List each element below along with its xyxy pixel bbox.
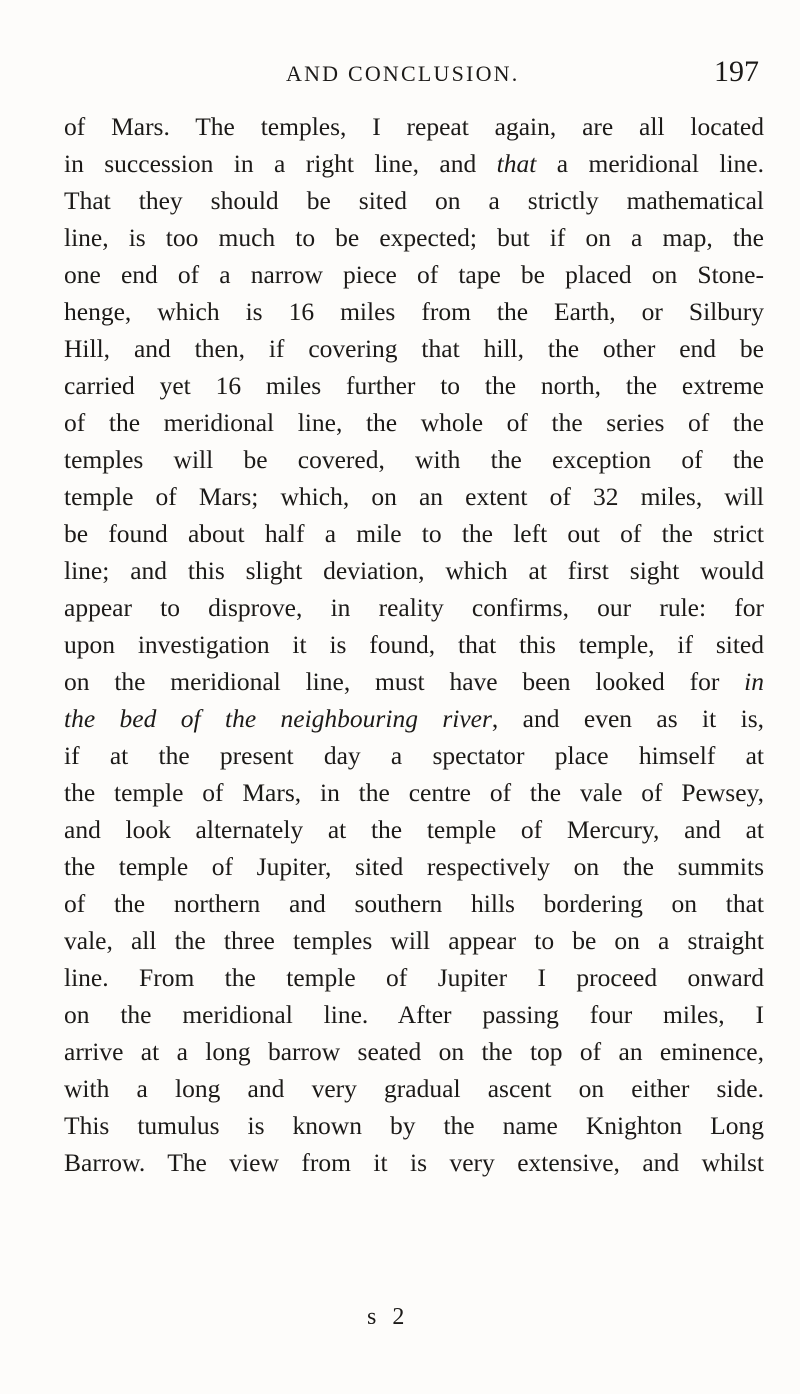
text-line [64,182,764,219]
text-line [64,108,764,145]
text-run: line, is too much to be expected; but if on a map, the [64,223,764,252]
text-line [64,515,764,552]
text-line [64,1033,764,1070]
text-line [64,330,764,367]
text-run: with a long and very gradual ascent on either side. [64,1074,764,1103]
text-run: line; and this slight deviation, which at first sight would [64,556,764,585]
running-header [0,55,800,95]
text-line [64,1107,764,1144]
text-run: on the meridional line. After passing four miles, I [64,1000,764,1029]
text-run: a meridional line. [536,149,764,178]
text-run: Hill, and then, if covering that hill, the other end be [64,334,764,363]
text-line [64,1070,764,1107]
text-line [64,219,764,256]
page-number: 197 [714,55,759,88]
text-line [64,922,764,959]
text-run: line. From the temple of Jupiter I proceed onward [64,963,764,992]
text-line [64,885,764,922]
text-run: carried yet 16 miles further to the north, the extreme [64,371,764,400]
text-run: arrive at a long barrow seated on the top of an eminence, [64,1037,764,1066]
text-line [64,404,764,441]
text-line [64,589,764,626]
text-run: temple of Mars; which, on an extent of 32 miles, will [64,482,764,511]
running-title: AND CONCLUSION. [286,61,520,86]
text-run: of Mars. The temples, I repeat again, are all located [64,112,764,141]
body-text [64,108,764,1181]
text-line [64,774,764,811]
text-run: one end of a narrow piece of tape be placed on Stone- [64,260,764,289]
signature-mark: s 2 [367,1304,410,1330]
text-run: the temple of Mars, in the centre of the vale of Pewsey, [64,778,764,807]
text-line [64,848,764,885]
text-line [64,145,764,182]
text-run: temples will be covered, with the exception of the [64,445,764,474]
text-run: on the meridional line, must have been looked for [64,667,745,696]
text-line [64,478,764,515]
text-line [64,959,764,996]
text-line [64,626,764,663]
text-line [64,293,764,330]
text-line [64,1144,764,1181]
text-run: upon investigation it is found, that this temple, if sited [64,630,764,659]
italic-run: in [744,667,764,696]
text-line [64,811,764,848]
text-run: in succession in a right line, and [64,149,497,178]
text-line [64,256,764,293]
text-line [64,441,764,478]
text-line [64,737,764,774]
text-run: if at the present day a spectator place himself at [64,741,764,770]
text-line [64,663,764,700]
italic-run: that [496,149,537,178]
text-line [64,996,764,1033]
italic-run: the bed of the neighbouring river [64,704,492,733]
text-run: and look alternately at the temple of Mercury, and at [64,815,764,844]
text-run: , and even as it is, [491,704,764,733]
text-line [64,700,764,737]
text-run: of the northern and southern hills bordering on that [64,889,764,918]
text-run: appear to disprove, in reality confirms, our rule: for [64,593,764,622]
text-line [64,367,764,404]
text-run: This tumulus is known by the name Knighton Long [64,1111,764,1140]
text-run: the temple of Jupiter, sited respectively on the summits [64,852,764,881]
text-run: be found about half a mile to the left out of the strict [64,519,764,548]
text-line [64,552,764,589]
text-run: of the meridional line, the whole of the series of the [64,408,764,437]
text-run: vale, all the three temples will appear to be on a straight [64,926,764,955]
text-run: Barrow. The view from it is very extensive, and whilst [64,1148,764,1177]
text-run: henge, which is 16 miles from the Earth, or Silbury [64,297,764,326]
text-run: That they should be sited on a strictly mathematical [64,186,764,215]
